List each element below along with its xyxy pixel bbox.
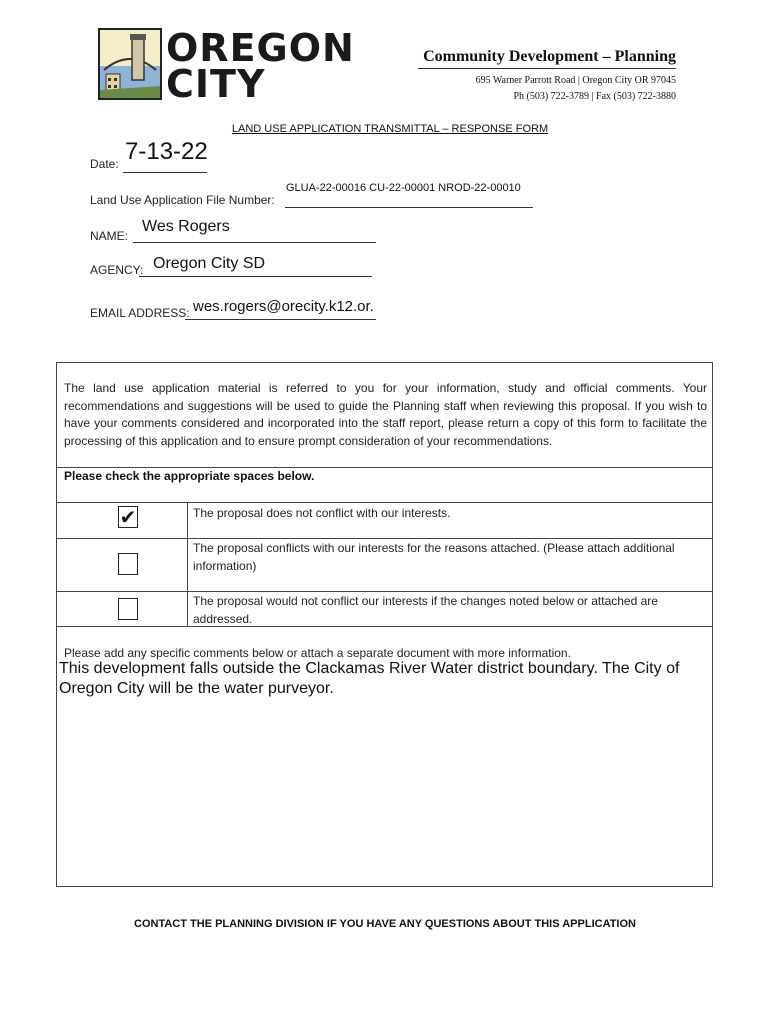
logo-text-oregon: OREGON — [166, 26, 355, 70]
divider — [56, 591, 713, 592]
date-label: Date: — [90, 157, 119, 171]
name-underline — [133, 242, 376, 243]
option-no-conflict-checkbox[interactable]: ✔ — [119, 505, 137, 529]
contact-footer: CONTACT THE PLANNING DIVISION IF YOU HAVE ANY QUESTIONS ABOUT THIS APPLICATION — [134, 918, 636, 930]
option-conditional-label: The proposal would not conflict our interests if the changes noted below or attached are addressed. — [193, 594, 658, 626]
date-field[interactable]: 7-13-22 — [125, 138, 208, 165]
column-divider — [187, 502, 188, 626]
file-number-label: Land Use Application File Number: — [90, 193, 275, 207]
agency-label: AGENCY: — [90, 263, 144, 277]
department-address: 695 Warner Parrott Road | Oregon City OR 97045 — [475, 75, 676, 86]
name-field[interactable]: Wes Rogers — [142, 218, 230, 235]
instructions-text: The land use application material is referred to you for your information, study and official comments. Your recommendations and suggestions will be used to guide the Planning staff when reviewing this proposal. If you wish to have your comments considered and incorporated into the staff report, please return a copy of this form to facilitate the processing of this application and to ensure prompt consideration of your recommendations. — [64, 381, 707, 448]
option-no-conflict-label: The proposal does not conflict with our interests. — [193, 506, 451, 520]
file-number-underline — [285, 207, 533, 208]
header-rule — [418, 68, 676, 69]
comments-field[interactable]: This development falls outside the Clackamas River Water district boundary. The City of Oregon City will be the water purveyor. — [59, 660, 680, 697]
option-conflicts-label: The proposal conflicts with our interests for the reasons attached. (Please attach additional information) — [193, 541, 675, 573]
email-underline — [185, 319, 376, 320]
divider — [56, 502, 713, 503]
date-underline — [123, 172, 207, 173]
oregon-city-logo — [98, 26, 360, 106]
email-label: EMAIL ADDRESS: — [90, 306, 190, 320]
logo-text-city: CITY — [166, 62, 266, 106]
city-skyline-icon — [98, 28, 162, 100]
name-label: NAME: — [90, 229, 129, 243]
file-number-field[interactable]: GLUA-22-00016 CU-22-00001 NROD-22-00010 — [286, 182, 521, 194]
divider — [56, 467, 713, 468]
form-title: LAND USE APPLICATION TRANSMITTAL – RESPONSE FORM — [231, 123, 549, 135]
agency-field[interactable]: Oregon City SD — [153, 255, 266, 272]
department-title: Community Development – Planning — [423, 48, 676, 65]
email-field[interactable]: wes.rogers@orecity.k12.or. — [193, 298, 374, 315]
option-conflicts-checkbox[interactable] — [118, 553, 138, 575]
department-phone-fax: Ph (503) 722-3789 | Fax (503) 722-3880 — [513, 91, 676, 102]
option-conditional-checkbox[interactable] — [118, 598, 138, 620]
comments-prompt: Please add any specific comments below or attach a separate document with more information. — [64, 646, 571, 660]
check-heading: Please check the appropriate spaces below. — [64, 469, 315, 483]
divider — [56, 538, 713, 539]
agency-underline — [139, 276, 372, 277]
